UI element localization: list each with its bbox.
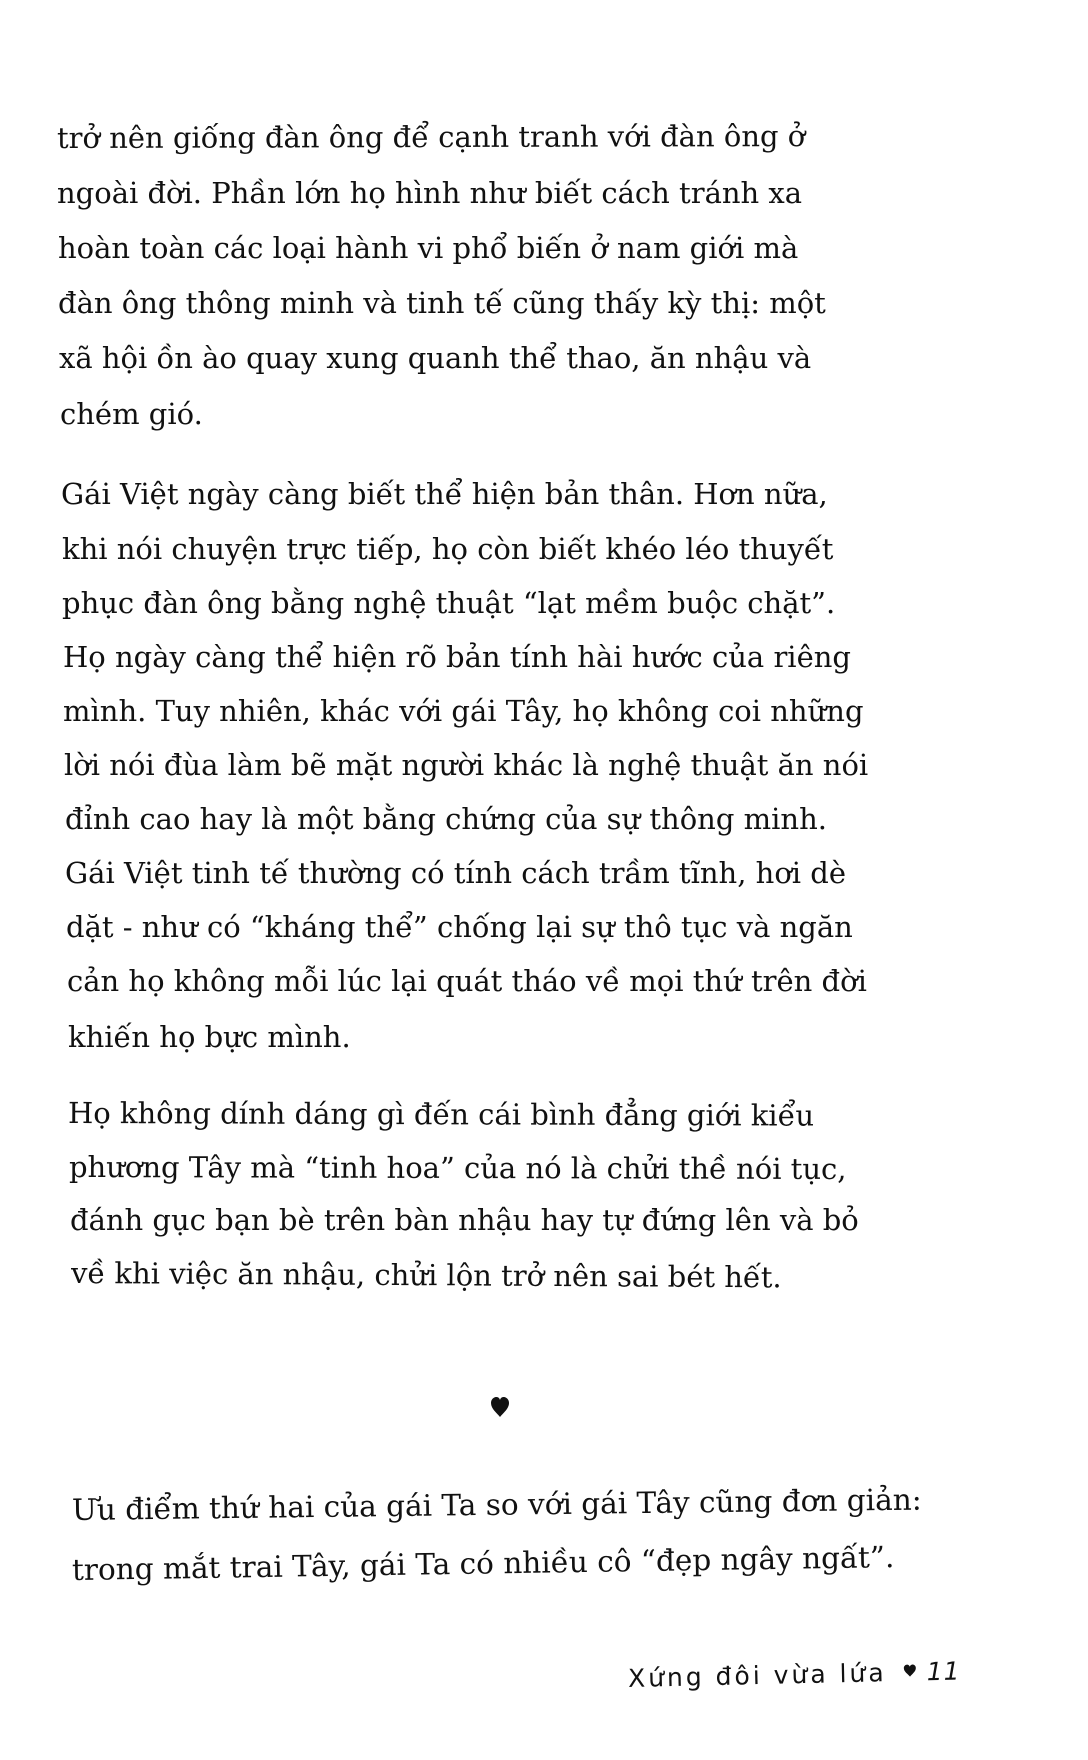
- page-footer: [628, 1656, 961, 1693]
- text-line: đỉnh cao hay là một bằng chứng của sự thông minh.: [65, 802, 827, 836]
- text-line: Gái Việt tinh tế thường có tính cách trầm tĩnh, hơi dè: [65, 856, 847, 890]
- text-line: Họ ngày càng thể hiện rõ bản tính hài hước của riêng: [63, 640, 851, 674]
- text-line: đánh gục bạn bè trên bàn nhậu hay tự đứng lên và bỏ: [70, 1203, 859, 1237]
- text-line: phục đàn ông bằng nghệ thuật “lạt mềm buộc chặt”.: [62, 586, 836, 620]
- heart-icon: [902, 1663, 916, 1677]
- text-line: hoàn toàn các loại hành vi phổ biến ở nam giới mà: [58, 231, 799, 265]
- text-line: mình. Tuy nhiên, khác với gái Tây, họ không coi những: [63, 694, 864, 728]
- text-line: phương Tây mà “tinh hoa” của nó là chửi thề nói tục,: [68, 1150, 847, 1187]
- text-line: cản họ không mỗi lúc lại quát tháo về mọi thứ trên đời: [67, 964, 867, 998]
- page-number: 11: [926, 1656, 961, 1687]
- text-line: dặt - như có “kháng thể” chống lại sự thô tục và ngăn: [66, 910, 853, 944]
- text-line: xã hội ồn ào quay xung quanh thể thao, ăn nhậu và: [59, 341, 812, 375]
- text-line: chém gió.: [60, 397, 203, 431]
- text-line: trở nên giống đàn ông để cạnh tranh với đàn ông ở: [56, 119, 806, 155]
- book-title: Xứng đôi vừa lứa: [627, 1658, 887, 1693]
- text-line: ngoài đời. Phần lớn họ hình như biết cách tránh xa: [57, 176, 803, 210]
- text-line: đàn ông thông minh và tinh tế cũng thấy kỳ thị: một: [58, 286, 826, 320]
- text-line: lời nói đùa làm bẽ mặt người khác là nghệ thuật ăn nói: [64, 748, 869, 782]
- text-line: khi nói chuyện trực tiếp, họ còn biết khéo léo thuyết: [62, 532, 834, 566]
- text-line: Họ không dính dáng gì đến cái bình đẳng giới kiểu: [67, 1096, 815, 1133]
- text-line: về khi việc ăn nhậu, chửi lộn trở nên sai bét hết.: [70, 1256, 782, 1295]
- text-line: trong mắt trai Tây, gái Ta có nhiều cô “đẹp ngây ngất”.: [71, 1540, 895, 1587]
- heart-icon: [490, 1396, 510, 1418]
- text-line: Ưu điểm thứ hai của gái Ta so với gái Tây cũng đơn giản:: [71, 1482, 922, 1527]
- text-line: khiến họ bực mình.: [68, 1020, 351, 1054]
- text-line: Gái Việt ngày càng biết thể hiện bản thân. Hơn nữa,: [61, 477, 828, 511]
